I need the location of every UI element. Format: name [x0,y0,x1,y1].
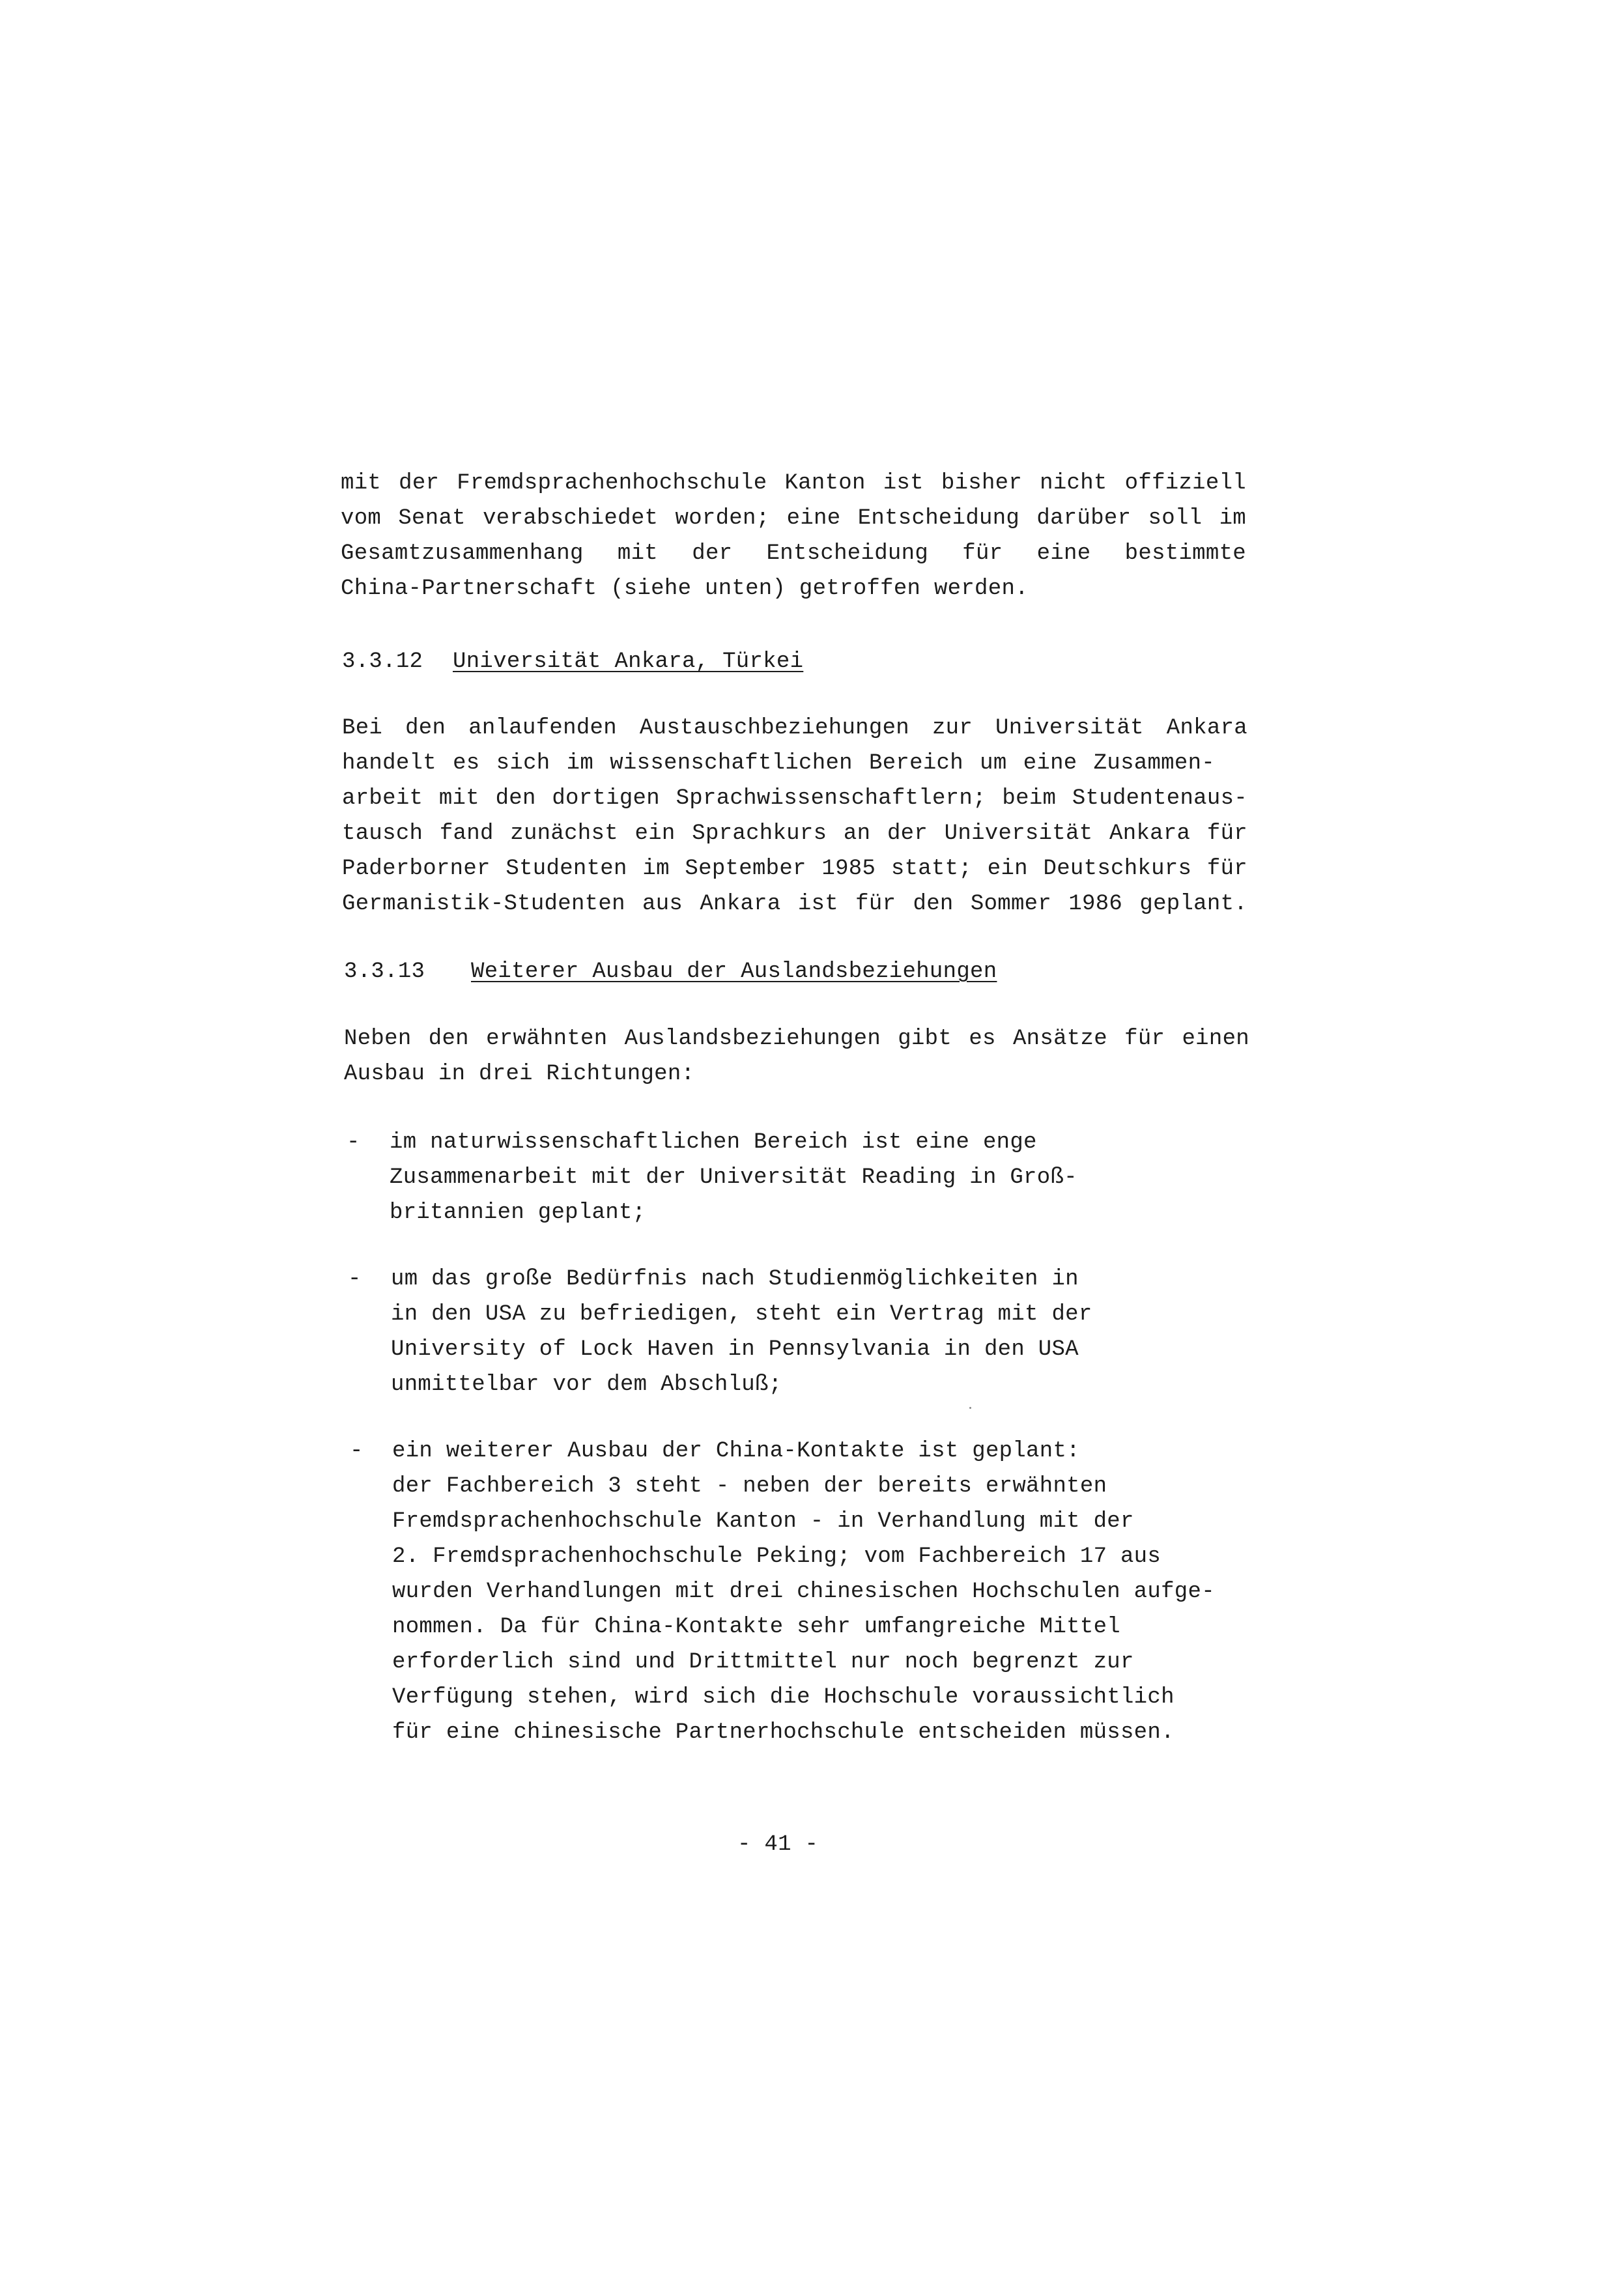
list-item-line: University of Lock Haven in Pennsylvania in den USA [391,1337,1079,1362]
list-item-line: wurden Verhandlungen mit drei chinesischen Hochschulen aufge- [392,1580,1215,1604]
paragraph-line: Ausbau in drei Richtungen: [344,1062,695,1086]
list-item-line: ein weiterer Ausbau der China-Kontakte ist geplant: [392,1439,1080,1464]
paragraph-line: arbeit mit den dortigen Sprachwissenschaftlern; beim Studentenaus- [342,786,1247,811]
list-item-line: Zusammenarbeit mit der Universität Reading in Groß- [390,1165,1077,1190]
paragraph-line: Paderborner Studenten im September 1985 statt; ein Deutschkurs für [342,857,1247,881]
section-number: 3.3.12 [342,649,423,674]
paragraph-line: mit der Fremdsprachenhochschule Kanton ist bisher nicht offiziell [341,471,1246,496]
list-item-line: um das große Bedürfnis nach Studienmöglichkeiten in [391,1267,1079,1292]
list-item-line: britannien geplant; [390,1200,646,1225]
list-item-line: unmittelbar vor dem Abschluß; [391,1372,782,1397]
list-item-line: in den USA zu befriedigen, steht ein Vertrag mit der [391,1302,1092,1327]
list-item-line: für eine chinesische Partnerhochschule entscheiden müssen. [392,1720,1175,1745]
list-item-line: im naturwissenschaftlichen Bereich ist eine enge [390,1130,1037,1155]
list-item-line: 2. Fremdsprachenhochschule Peking; vom Fachbereich 17 aus [392,1544,1161,1569]
section-title: Universität Ankara, Türkei [453,649,804,674]
paragraph-line: Gesamtzusammenhang mit der Entscheidung für eine bestimmte [341,541,1246,566]
section-number: 3.3.13 [344,959,425,984]
paragraph-line: Neben den erwähnten Auslandsbeziehungen gibt es Ansätze für einen [344,1027,1249,1051]
list-item-line: Fremdsprachenhochschule Kanton - in Verhandlung mit der [392,1509,1134,1534]
bullet-marker: - [350,1439,363,1464]
paragraph-line: tausch fand zunächst ein Sprachkurs an der Universität Ankara für [342,821,1247,846]
list-item-line: nommen. Da für China-Kontakte sehr umfangreiche Mittel [392,1615,1120,1639]
bullet-marker: - [348,1267,362,1292]
page-number: - 41 - [737,1832,819,1857]
paragraph-line: vom Senat verabschiedet worden; eine Entscheidung darüber soll im [341,506,1246,531]
paragraph-line: Germanistik-Studenten aus Ankara ist für den Sommer 1986 geplant. [342,892,1247,916]
section-title: Weiterer Ausbau der Auslandsbeziehungen [471,959,997,984]
paragraph-line: Bei den anlaufenden Austauschbeziehungen zur Universität Ankara [342,716,1247,741]
bullet-marker: - [347,1130,360,1155]
scan-speck [969,1407,971,1409]
list-item-line: erforderlich sind und Drittmittel nur noch begrenzt zur [392,1650,1134,1675]
paragraph-line: handelt es sich im wissenschaftlichen Bereich um eine Zusammen- [342,751,1215,776]
list-item-line: Verfügung stehen, wird sich die Hochschule voraussichtlich [392,1685,1175,1710]
list-item-line: der Fachbereich 3 steht - neben der bereits erwähnten [392,1474,1107,1499]
paragraph-line: China-Partnerschaft (siehe unten) getroffen werden. [341,576,1029,601]
